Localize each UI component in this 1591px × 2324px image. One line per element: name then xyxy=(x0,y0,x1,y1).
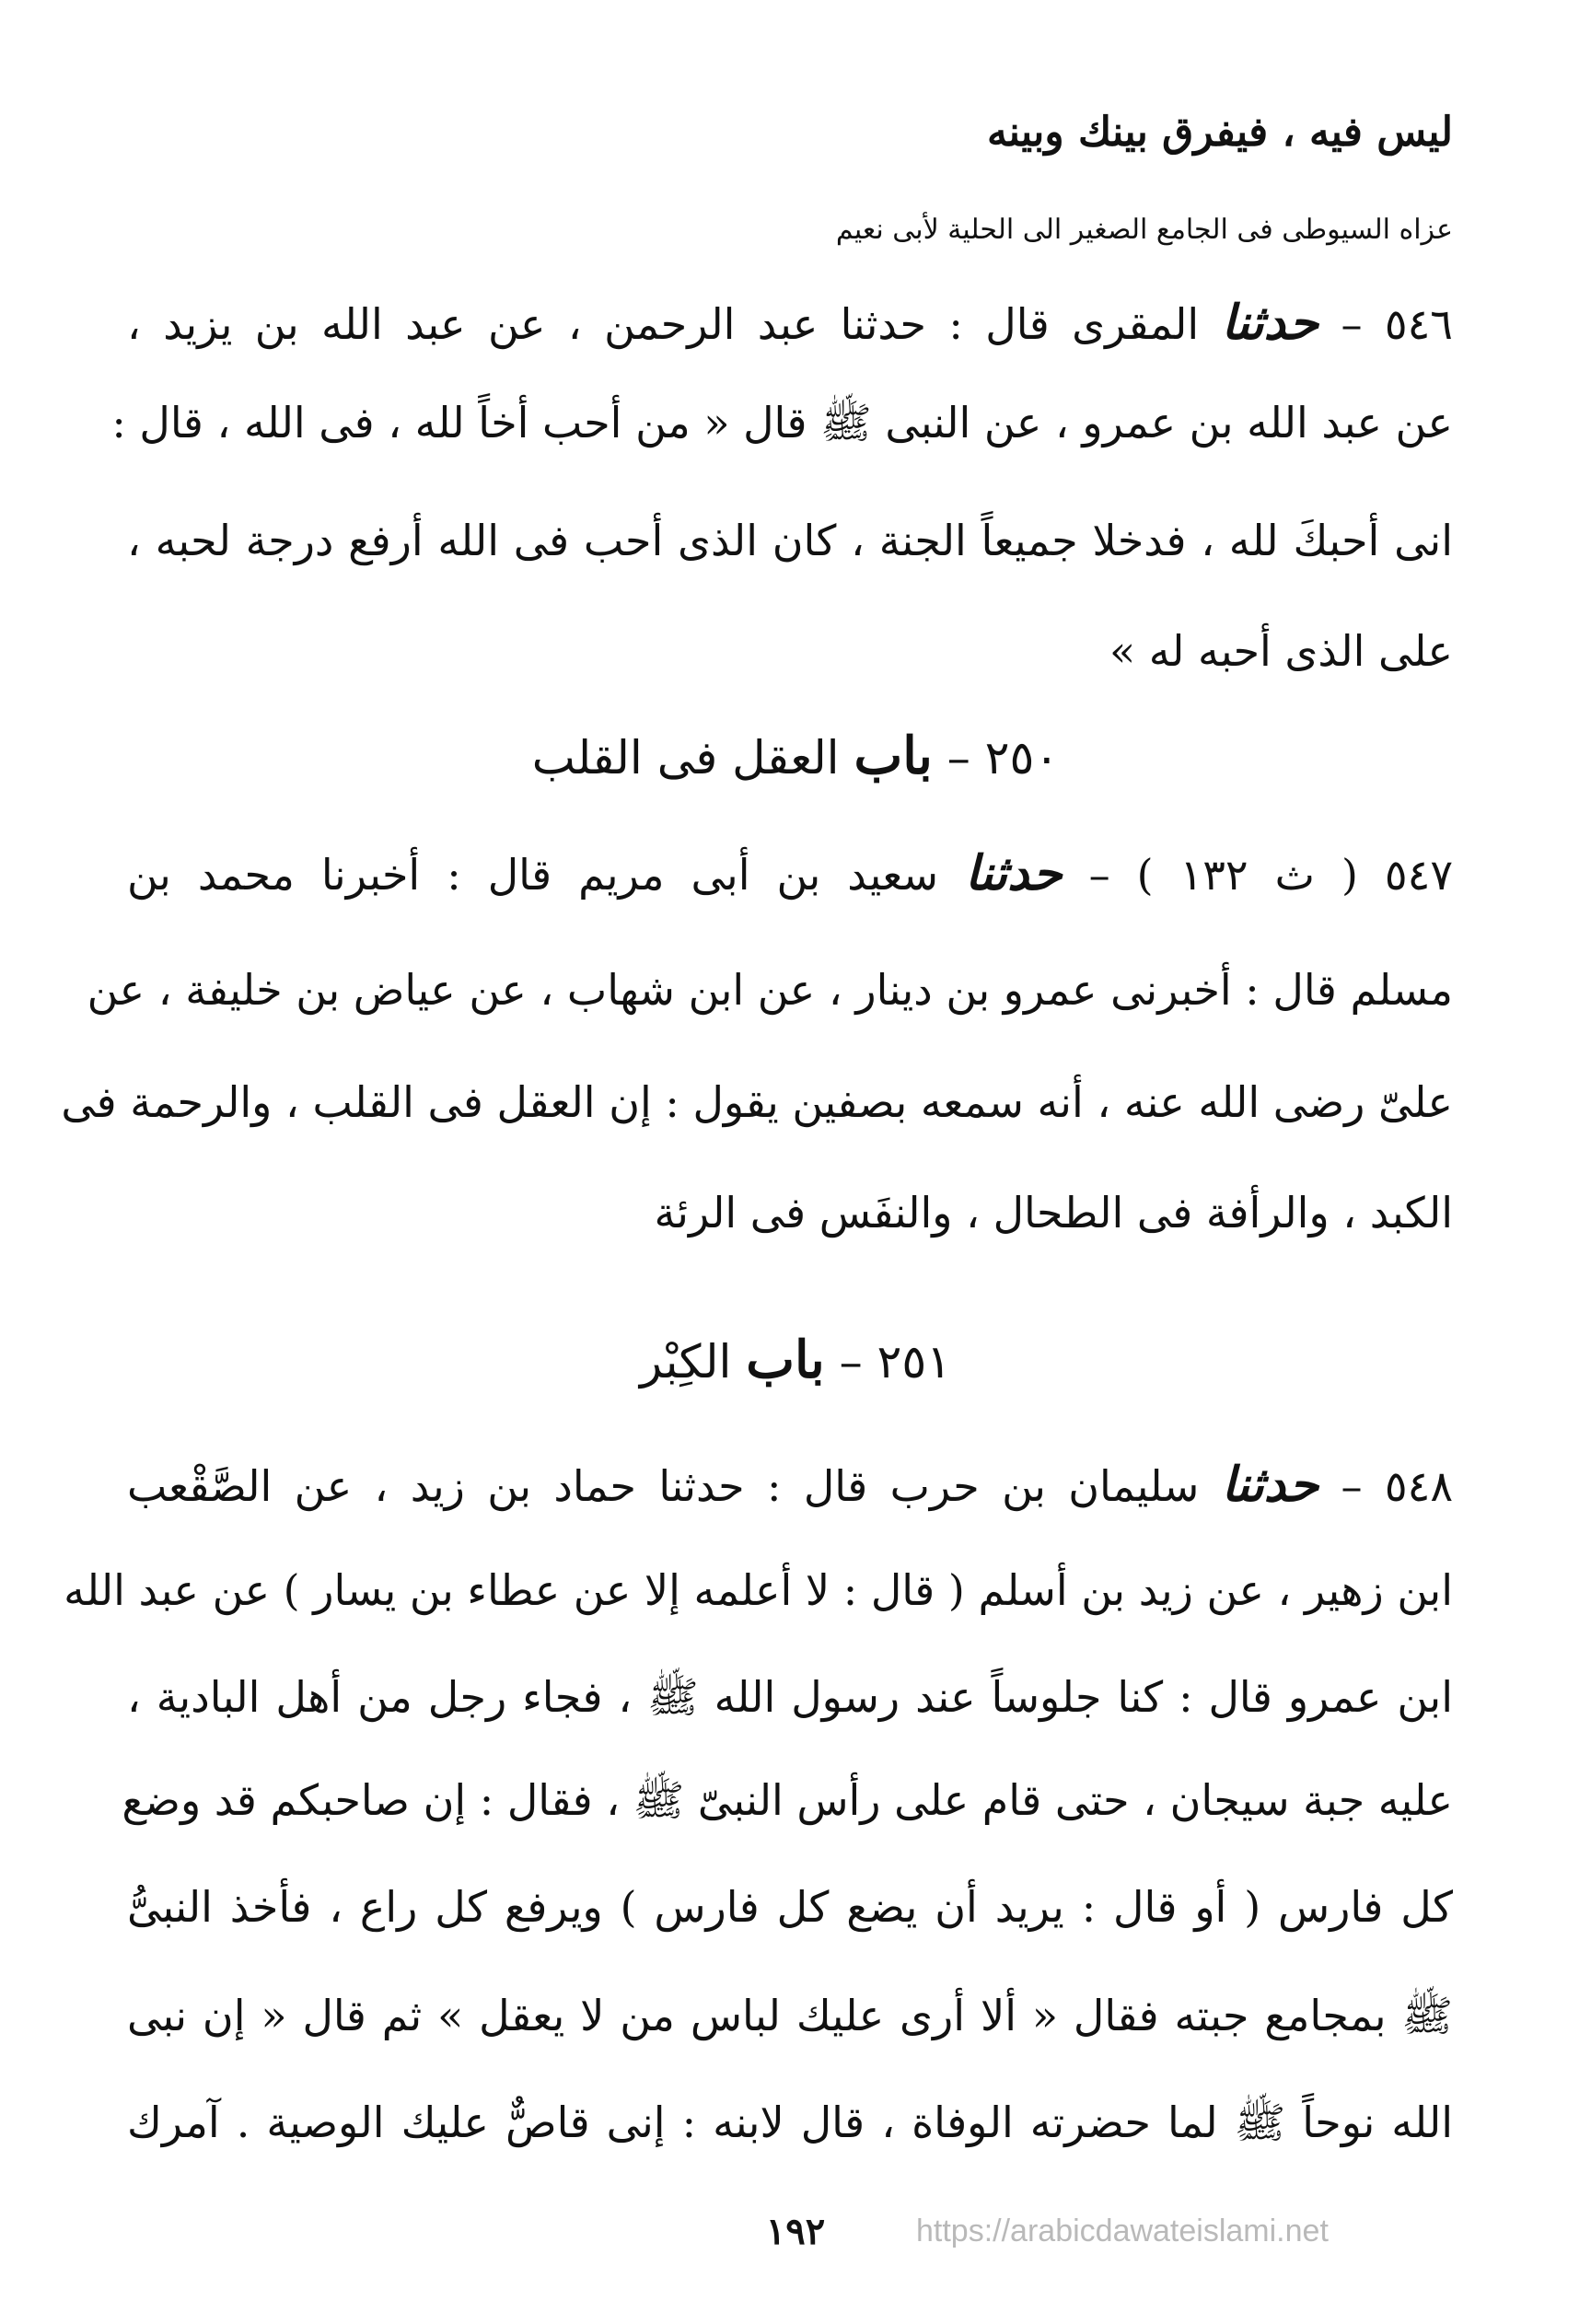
hadith-548-line-4: عليه جبة سيجان ، حتى قام على رأس النبىّ ﷺ ، فقال : إن صاحبكم قد وضع xyxy=(122,1775,1453,1825)
haddathana-keyword: حدثنا xyxy=(965,845,1063,901)
hadith-number: ٥٤٦ – xyxy=(1341,299,1454,349)
hadith-548-line-3: ابن عمرو قال : كنا جلوساً عند رسول الله ﷺ ، فجاء رجل من أهل البادية ، xyxy=(127,1672,1453,1722)
hadith-546-line-2: عن عبد الله بن عمرو ، عن النبى ﷺ قال « من أحب أخاً لله ، فى الله ، قال : xyxy=(111,398,1453,447)
hadith-548-line-2: ابن زهير ، عن زيد بن أسلم ( قال : لا أعلمه إلا عن عطاء بن يسار ) عن عبد الله xyxy=(64,1565,1453,1615)
page-number: ١٩٢ xyxy=(765,2210,826,2253)
hadith-548-line-5: كل فارس ( أو قال : يريد أن يضع كل فارس ) ويرفع كل راع ، فأخذ النبىُّ xyxy=(127,1882,1453,1932)
hadith-text: المقرى قال : حدثنا عبد الرحمن ، عن عبد الله بن يزيد ، xyxy=(127,299,1200,349)
hadith-546-line-4: على الذى أحبه له » xyxy=(1109,626,1453,676)
hadith-548-line-6: ﷺ بمجامع جبته فقال « ألا أرى عليك لباس من لا يعقل » ثم قال « إن نبى xyxy=(127,1991,1453,2040)
haddathana-keyword: حدثنا xyxy=(1221,1457,1319,1513)
hadith-548-line-1 xyxy=(127,1457,1453,1514)
hadith-547-line-1 xyxy=(127,845,1453,902)
haddathana-keyword: حدثنا xyxy=(1221,295,1319,351)
chapter-title: الكِبْر xyxy=(639,1335,732,1389)
hadith-number: ٥٤٧ ( ث ١٣٢ ) – xyxy=(1088,850,1454,900)
chapter-number: ٢٥١ – xyxy=(839,1335,952,1389)
bab-word: باب xyxy=(854,726,933,786)
bab-word: باب xyxy=(746,1330,825,1390)
chapter-number: ٢٥٠ – xyxy=(946,731,1060,784)
hadith-547-line-2: مسلم قال : أخبرنى عمرو بن دينار ، عن ابن شهاب ، عن عياض بن خليفة ، عن xyxy=(87,965,1453,1015)
hadith-547-line-3: علىّ رضى الله عنه ، أنه سمعه بصفين يقول : إن العقل فى القلب ، والرحمة فى xyxy=(61,1077,1453,1127)
hadith-546-line-3: انى أحبكَ لله ، فدخلا جميعاً الجنة ، كان الذى أحب فى الله أرفع درجة لحبه ، xyxy=(127,516,1453,565)
chapter-title: العقل فى القلب xyxy=(531,731,840,784)
hadith-text: سعيد بن أبى مريم قال : أخبرنا محمد بن xyxy=(127,850,939,900)
hadith-546-line-1 xyxy=(127,295,1453,352)
footnote-attribution: عزاه السيوطى فى الجامع الصغير الى الحلية لأبى نعيم xyxy=(835,214,1453,246)
hadith-547-line-4: الكبد ، والرأفة فى الطحال ، والنفَس فى الرئة xyxy=(654,1188,1453,1238)
site-watermark: https://arabicdawateislami.net xyxy=(916,2214,1329,2248)
chapter-heading-251 xyxy=(0,1330,1591,1391)
header-line: ليس فيه ، فيفرق بينك وبينه xyxy=(987,109,1453,156)
hadith-548-line-7: الله نوحاً ﷺ لما حضرته الوفاة ، قال لابنه : إنى قاصٌّ عليك الوصية . آمرك xyxy=(127,2097,1453,2147)
hadith-text: سليمان بن حرب قال : حدثنا حماد بن زيد ، عن الصَّقْعب xyxy=(127,1461,1200,1511)
chapter-heading-250 xyxy=(0,726,1591,787)
hadith-number: ٥٤٨ – xyxy=(1341,1461,1454,1511)
